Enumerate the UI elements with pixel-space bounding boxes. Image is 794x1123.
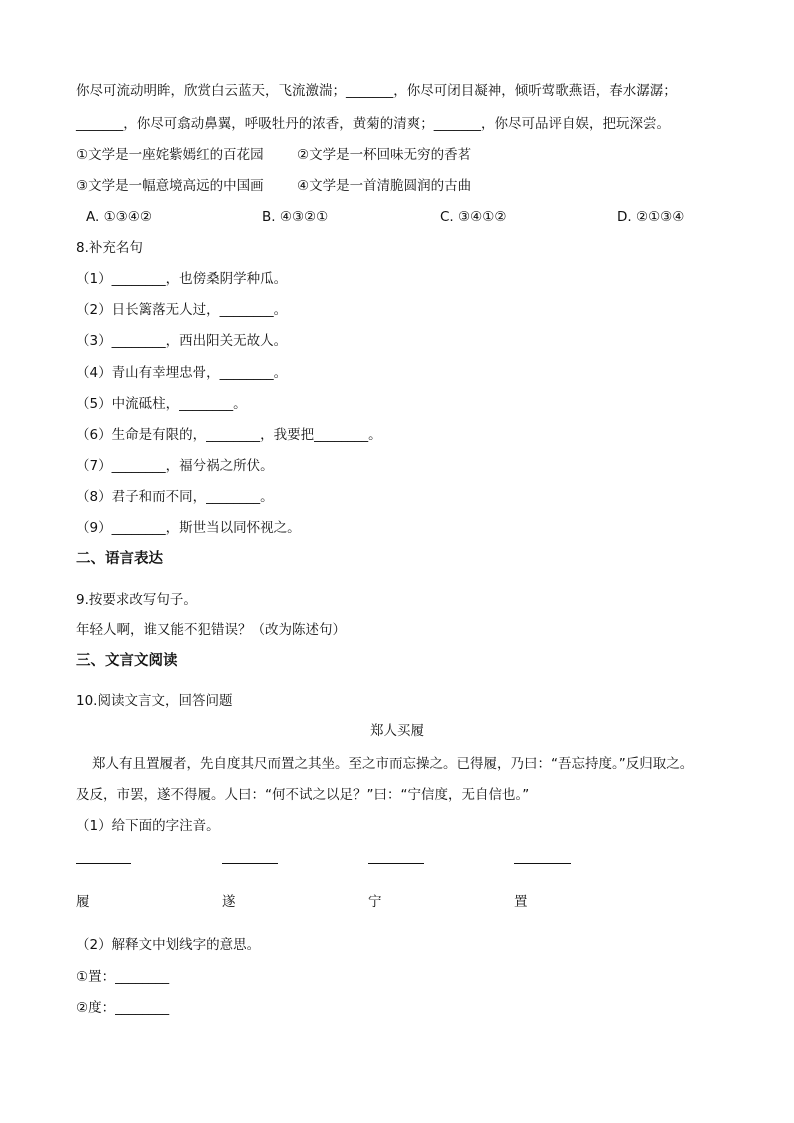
q8-item-7: （7）________，福兮祸之所伏。	[76, 458, 274, 474]
pinyin-char-4: 置	[514, 894, 528, 910]
q8-item-8: （8）君子和而不同，________。	[76, 489, 274, 505]
pinyin-answer-blank-3[interactable]	[368, 863, 424, 864]
passage-line-1: 郑人有且置履者，先自度其尺而置之其坐。至之市而忘操之。已得履，乃曰：“吾忘持度。”反归取之。	[92, 756, 694, 772]
define-item-1: ①置：________	[76, 969, 170, 985]
q8-item-1: （1）________，也傍桑阴学种瓜。	[76, 271, 288, 287]
q8-item-6: （6）生命是有限的，________，我要把________。	[76, 427, 382, 443]
q9-title: 9.按要求改写句子。	[76, 592, 197, 608]
q7-statement-2: ②文学是一杯回味无穷的香茗	[297, 147, 472, 163]
q8-item-3: （3）________，西出阳关无故人。	[76, 333, 288, 349]
q7-option-a[interactable]: A. ①③④②	[86, 209, 152, 225]
passage-title: 郑人买履	[370, 723, 424, 739]
pinyin-char-1: 履	[76, 894, 90, 910]
q8-title: 8.补充名句	[76, 240, 143, 256]
q7-statement-4: ④文学是一首清脆圆润的古曲	[297, 178, 472, 194]
q8-item-5: （5）中流砥柱，________。	[76, 396, 247, 412]
intro-passage-line-2: _______，你尽可翕动鼻翼，呼吸牡丹的浓香，黄菊的清爽；_______，你尽可品评自娱，把玩深尝。	[76, 116, 670, 132]
section-2-heading: 二、语言表达	[76, 551, 163, 567]
q7-option-b[interactable]: B. ④③②①	[262, 209, 329, 225]
pinyin-answer-blank-1[interactable]	[76, 863, 131, 864]
q7-option-d[interactable]: D. ②①③④	[617, 209, 685, 225]
pinyin-answer-blank-2[interactable]	[222, 863, 278, 864]
q7-option-c[interactable]: C. ③④①②	[440, 209, 507, 225]
pinyin-answer-blank-4[interactable]	[514, 863, 571, 864]
define-item-2: ②度：________	[76, 1000, 170, 1016]
passage-line-2: 及反，市罢，遂不得履。人曰：“何不试之以足？”曰：“宁信度，无自信也。”	[76, 787, 530, 803]
pinyin-char-2: 遂	[222, 894, 236, 910]
q8-item-2: （2）日长篱落无人过，________。	[76, 302, 288, 318]
q8-item-9: （9）________，斯世当以同怀视之。	[76, 520, 301, 536]
q9-prompt: 年轻人啊，谁又能不犯错误？（改为陈述句）	[76, 622, 346, 638]
section-3-heading: 三、文言文阅读	[76, 653, 178, 669]
q10-title: 10.阅读文言文，回答问题	[76, 693, 233, 709]
q8-item-4: （4）青山有幸埋忠骨，________。	[76, 365, 288, 381]
pinyin-char-3: 宁	[368, 894, 382, 910]
q10-sub-1: （1）给下面的字注音。	[76, 818, 220, 834]
q7-statement-1: ①文学是一座姹紫嫣红的百花园	[76, 147, 264, 163]
q10-sub-2: （2）解释文中划线字的意思。	[76, 937, 261, 953]
q7-statement-3: ③文学是一幅意境高远的中国画	[76, 178, 264, 194]
intro-passage-line-1: 你尽可流动明眸，欣赏白云蓝天，飞流激湍；_______，你尽可闭目凝神，倾听莺歌燕语，春水潺潺；	[76, 83, 677, 99]
